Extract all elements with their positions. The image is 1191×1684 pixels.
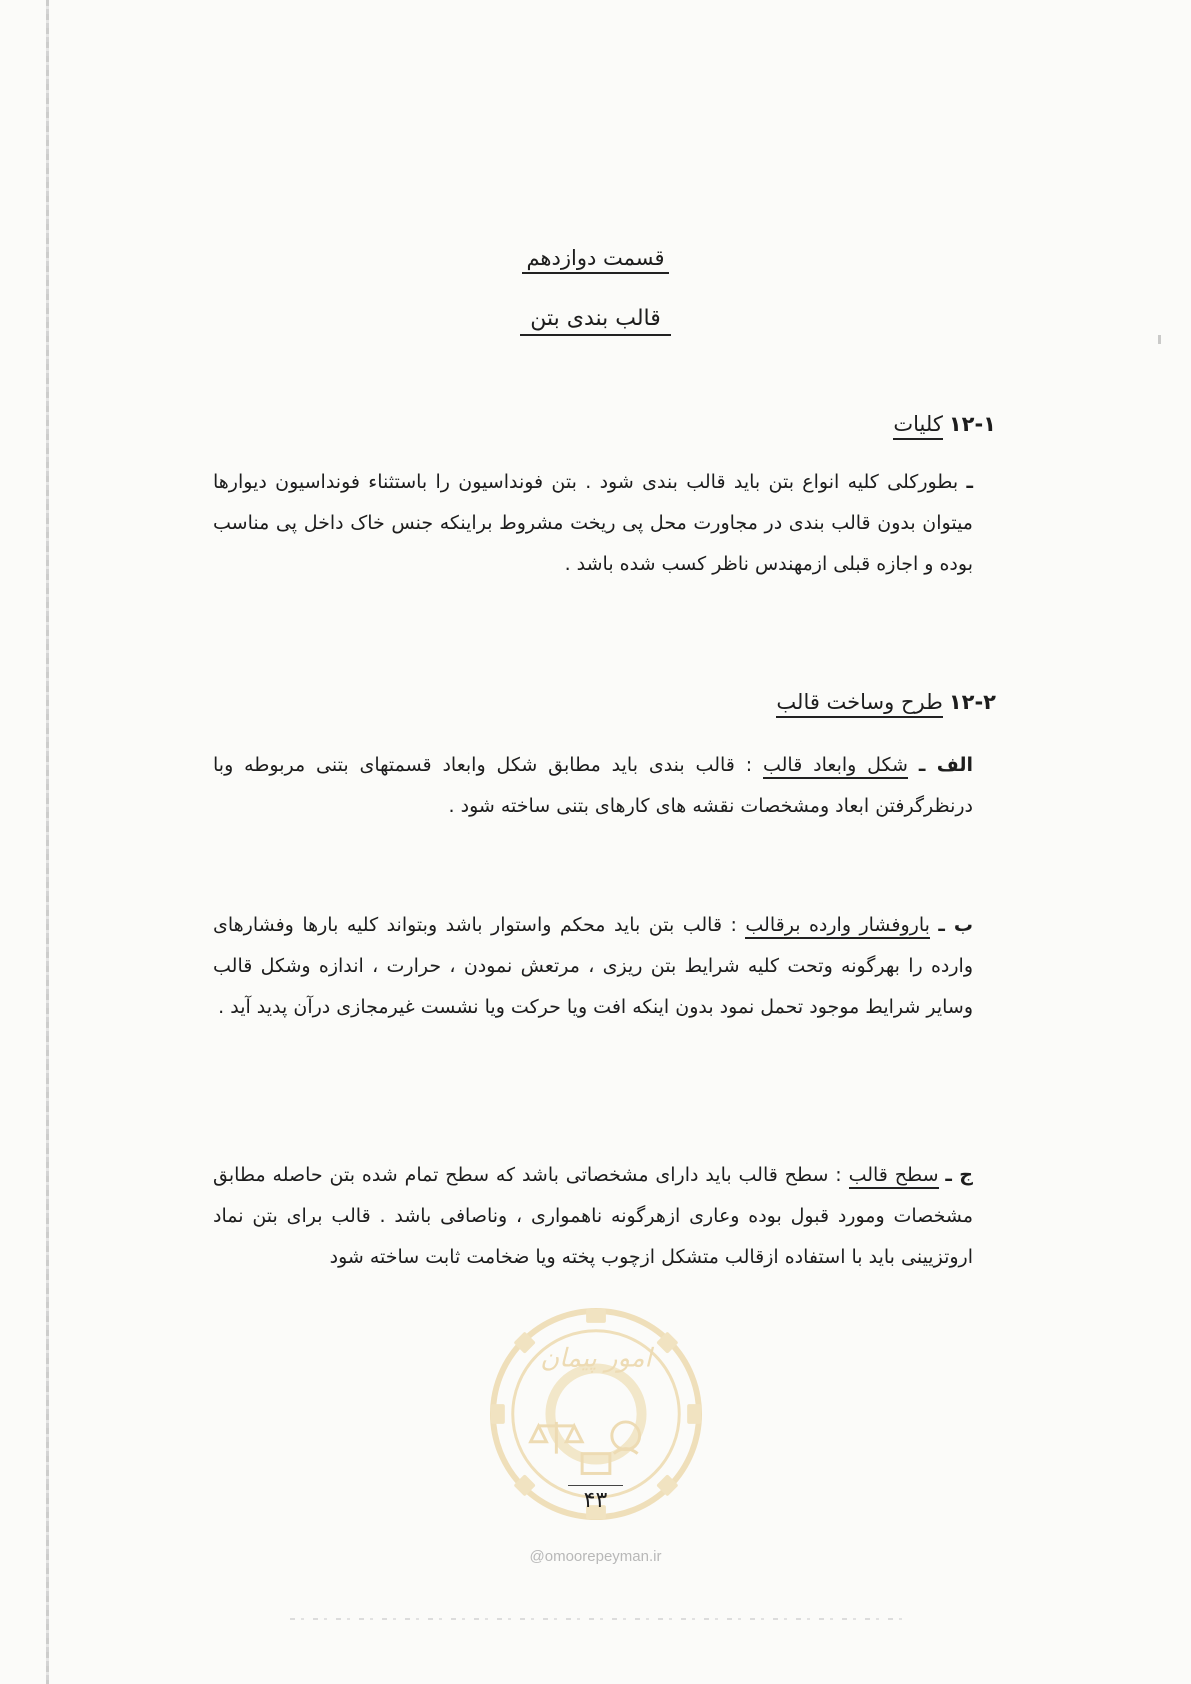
item-label: ب ـ xyxy=(938,914,974,936)
paragraph-text: بطورکلی کلیه انواع بتن باید قالب بندی شود . بتن فونداسیون را باستثناء فونداسیون دیوارها میتوان بدون قالب بندی در مجاورت محل پی ریخت مشروط براینکه جنس خاک داخل پی مناسب بوده و اجازه قبلی ازمهندس ناظر کسب شده باشد . xyxy=(213,471,973,575)
scan-noise xyxy=(290,1618,910,1620)
item-heading: شکل وابعاد قالب xyxy=(763,754,908,779)
item-text: : سطح قالب باید دارای مشخصاتی باشد که سطح تمام شده بتن حاصله مطابق مشخصات ومورد قبول بوده وعاری ازهرگونه ناهمواری ، وناصافی باشد . قالب برای بتن نماد اروتزیینی باید با استفاده ازقالب متشکل ازچوب پخته ویا ضخامت ثابت ساخته شود xyxy=(213,1164,973,1268)
general-paragraph xyxy=(213,462,973,585)
watermark xyxy=(0,1548,1191,1565)
page-number xyxy=(0,1488,1191,1513)
item-text: : قالب بتن باید محکم واستوار باشد وبتواند کلیه بارها وفشارهای وارده را بهرگونه وتحت کلیه شرایط بتن ریزی ، مرتعش نمودن ، حرارت ، اندازه وشکل قالب وسایر شرایط موجود تحمل نمود بدون اینکه افت ویا حرکت ویا نشست غیرمجازی درآن پدید آید . xyxy=(213,914,973,1018)
item-alef xyxy=(213,745,973,827)
section-number: ۱۲-۲ xyxy=(948,690,996,714)
chapter-title xyxy=(0,306,1191,331)
part-title-text: قسمت دوازدهم xyxy=(522,246,668,274)
item-text: : قالب بندی باید مطابق شکل وابعاد قسمتهای بتنی مربوطه وبا درنظرگرفتن ابعاد ومشخصات نقشه های کارهای بتنی ساخته شود . xyxy=(213,754,973,817)
stamp-text: امور پیمان xyxy=(540,1343,652,1374)
scan-speck xyxy=(1158,335,1161,344)
section-heading-12-2 xyxy=(776,690,996,714)
section-heading-12-1 xyxy=(893,412,996,436)
chapter-title-text: قالب بندی بتن xyxy=(520,306,671,336)
paragraph-dash: ـ xyxy=(966,471,973,493)
section-number: ۱۲-۱ xyxy=(948,412,996,436)
item-heading: باروفشار وارده برقالب xyxy=(745,914,930,939)
item-label: ج ـ xyxy=(945,1164,973,1186)
part-title xyxy=(0,246,1191,270)
item-label: الف ـ xyxy=(918,754,974,776)
item-jim xyxy=(213,1155,973,1278)
item-be xyxy=(213,905,973,1028)
section-title: کلیات xyxy=(893,412,942,440)
watermark-text: @omoorepeyman.ir xyxy=(529,1548,662,1565)
page-number-text: ۴۳ xyxy=(568,1485,624,1513)
item-heading: سطح قالب xyxy=(849,1164,939,1189)
section-title: طرح وساخت قالب xyxy=(776,690,942,718)
